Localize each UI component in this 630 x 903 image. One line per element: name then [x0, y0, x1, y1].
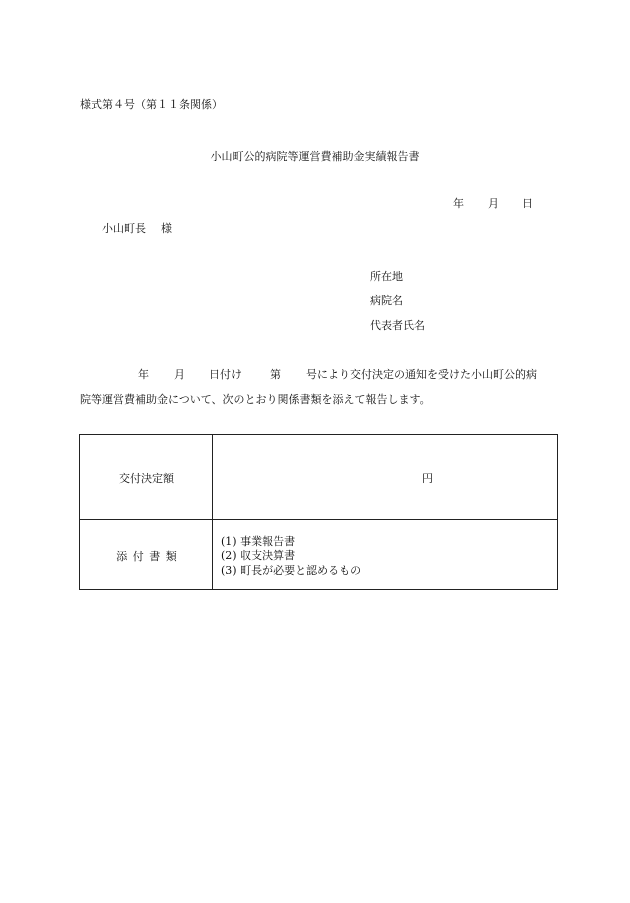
date-day-label: 日: [522, 197, 533, 210]
attachment-item: (2) 収支決算書: [221, 549, 296, 562]
document-title: 小山町公的病院等運営費補助金実績報告書: [210, 150, 420, 163]
attachment-item: (1) 事業報告書: [221, 535, 296, 548]
body-date-suffix: 日付け: [209, 368, 242, 381]
form-number: 様式第４号（第１１条関係）: [80, 98, 223, 111]
addressee-honorific: 様: [161, 222, 172, 235]
representative-label: 代表者氏名: [370, 319, 425, 332]
date-year-label: 年: [453, 197, 464, 210]
body-year-label: 年: [138, 368, 149, 381]
address-label: 所在地: [370, 270, 403, 283]
attachments-row: [80, 520, 557, 590]
attachment-item: (3) 町長が必要と認めるもの: [221, 564, 362, 577]
report-table: [79, 434, 558, 590]
body-line-2: 院等運営費補助金について、次のとおり関係書類を添えて報告します。: [80, 393, 431, 406]
hospital-name-label: 病院名: [370, 294, 403, 307]
date-month-label: 月: [488, 197, 499, 210]
body-month-label: 月: [174, 368, 185, 381]
attachments-label-cell: [80, 520, 213, 590]
body-number-prefix: 第: [270, 368, 281, 381]
attachments-label: 添付書類: [116, 550, 183, 563]
body-line-1-rest: 号により交付決定の通知を受けた小山町公的病: [306, 368, 537, 381]
amount-label-cell: [80, 435, 213, 519]
amount-row: [80, 435, 557, 520]
amount-label: 交付決定額: [119, 472, 174, 485]
amount-unit: 円: [422, 472, 433, 485]
addressee-name: 小山町長: [102, 222, 146, 235]
